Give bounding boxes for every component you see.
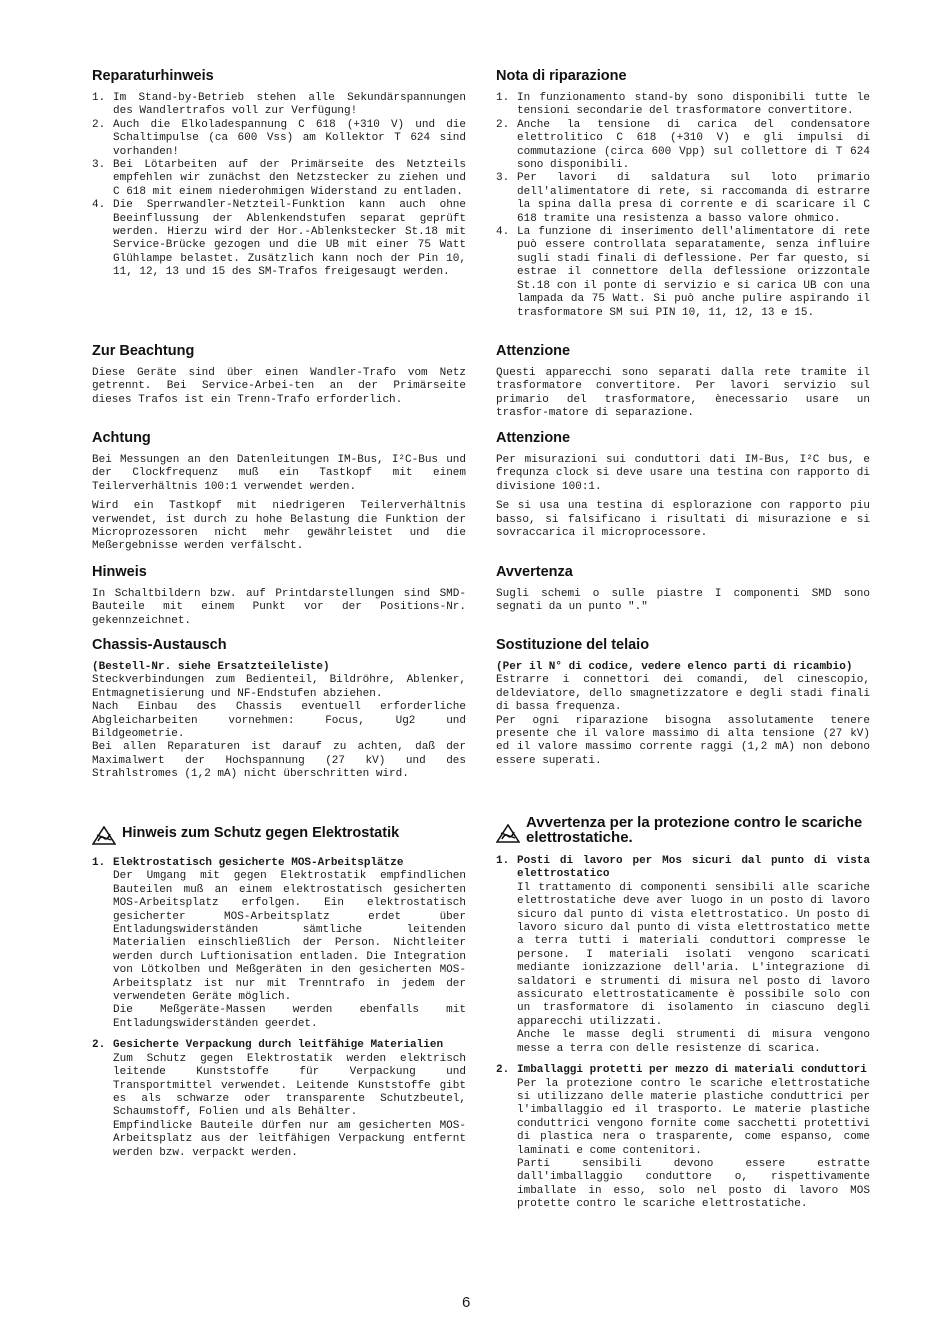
list-item: 2. Imballaggi protetti per mezzo di materiali conduttori Per la protezione contro le scariche elettrostatiche si utilizzano delle materie plastiche conduttrici per l'imballaggio ed il trasporto. Le materie plastiche conduttrici vengono fornite come sacchetti protettivi di plastica nera o trasparente, come espanso, come laminati e come contenitori. Parti sensibili devono essere estratte dall'imballaggio conduttore o, rispettivamente imballate in esso, solo nel posto di lavoro MOS protette contro le scariche elettrostatiche. (496, 1064, 870, 1211)
paragraph: Per ogni riparazione bisogna assolutamente tenere presente che il valore massimo di alta tensione (27 kV) ed il valore massimo corrente raggi (1,2 mA) non debono essere superati. (496, 714, 870, 767)
list-item: 1. In funzionamento stand-by sono disponibili tutte le tensioni secondarie del trasformatore convertitore. (496, 92, 870, 118)
list-item: 2. Anche la tensione di carica del condensatore elettrolitico C 618 (+310 V) e gli impulsi di commutazione (circa 600 Vpp) sul collettore di T 624 sono disponibili. (496, 118, 870, 172)
paragraph: Diese Geräte sind über einen Wandler-Trafo vom Netz getrennt. Bei Service-Arbei-ten an der Primärseite dieses Trafos ist ein Trenn-Trafo erforderlich. (92, 367, 466, 406)
esd-list (92, 857, 466, 1160)
chassis-section (92, 637, 466, 782)
attenzione-section (496, 343, 870, 427)
section-title: Chassis-Austausch (92, 637, 227, 653)
beachtung-section (92, 343, 466, 413)
list-item: 3. Bei Lötarbeiten auf der Primärseite des Netzteils empfehlen wir zunächst den Netzstecker zu ziehen und C 618 mit einem niederohmigen Widerstand zu entladen. (92, 159, 466, 198)
esd-section-de (92, 825, 466, 1168)
list-item: 2. Gesicherte Verpackung durch leitfähige Materialien Zum Schutz gegen Elektrostatik werden elektrisch leitende Kunststoffe für Verpackung und Transportmittel verwendet. Leitende Kunststoffe gibt es als schwarze oder transparente Schutzbeutel, Schaumstoff, Folien und als Behälter. Empfindlicke Bauteile dürfen nur am gesicherten MOS-Arbeitsplatz aus der leitfähigen Verpackung entfernt werden bzw. verpackt werden. (92, 1039, 466, 1159)
paragraph: Nach Einbau des Chassis eventuell erforderliche Abgleicharbeiten vornehmen: Focus, Ug2 und Bildgeometrie. (92, 701, 466, 741)
hinweis-section (92, 564, 466, 634)
telaio-section (496, 637, 870, 768)
paragraph: Bei allen Reparaturen ist darauf zu achten, daß der Maximalwert der Hochspannung (27 kV) und des Strahlstromes (1,2 mA) nicht überschritten wird. (92, 741, 466, 781)
section-title: Reparaturhinweis (92, 68, 214, 84)
section-title: Nota di riparazione (496, 68, 627, 84)
list-item: 2. Auch die Elkoladespannung C 618 (+310 V) und die Schaltimpulse (ca 600 Vss) am Kollektor T 624 sind vorhanden! (92, 118, 466, 158)
section-title: Hinweis zum Schutz gegen Elektrostatik (122, 825, 400, 841)
paragraph: Steckverbindungen zum Bedienteil, Bildröhre, Ablenker, Entmagnetisierung und NF-Endstufen abziehen. (92, 674, 466, 700)
section-title: Avvertenza per la protezione contro le scariche elettrostatiche. (526, 814, 863, 846)
repair-list (496, 92, 870, 320)
paragraph: Bei Messungen an den Datenleitungen IM-Bus, I²C-Bus und der Clockfrequenz muß ein Tastkopf mit einem Teilerverhältnis 100:1 verwendet werden. (92, 454, 466, 493)
section-title: Achtung (92, 430, 151, 446)
section-title: Attenzione (496, 343, 571, 359)
repair-note-it (496, 68, 870, 320)
esd-warning-icon (92, 826, 116, 845)
esd-list (496, 855, 870, 1212)
section-title: Attenzione (496, 430, 571, 446)
section-title: Avvertenza (496, 564, 573, 580)
section-title: Hinweis (92, 564, 147, 580)
esd-section-it (496, 815, 870, 1220)
list-item: 3. Per lavori di saldatura sul loto primario dell'alimentatore di rete, si raccomanda di estrarre la spina dalla presa di corrente e di scaricare il C 618 tramite una resistenza a basso valore ohmico. (496, 172, 870, 225)
section-title: Zur Beachtung (92, 343, 195, 359)
avvertenza-section (496, 564, 870, 621)
paragraph: In Schaltbildern bzw. auf Printdarstellungen sind SMD-Bauteile mit einem Punkt vor der Positions-Nr. gekennzeichnet. (92, 588, 466, 627)
attenzione-measure-section (496, 430, 870, 546)
list-item: 1. Im Stand-by-Betrieb stehen alle Sekundärspannungen des Wandlertrafos voll zur Verfügung! (92, 92, 466, 118)
list-item: 4. La funzione di inserimento dell'alimentatore di rete può essere controllata separatamente, senza influire sugli stadi finali di deflessione. Per far questo, si estrae il connettore della deflessione orizzontale St.18 con il ponte di servizio e si carica UB con una lampada da 75 Watt. Si può anche pulire aspirando il trasformatore SM sui PIN 10, 11, 12, 13 e 15. (496, 226, 870, 319)
repair-list (92, 92, 466, 280)
paragraph: Questi apparecchi sono separati dalla rete tramite il trasformatore convertitore. Per lavori servizio sul primario del trasformatore, ènecessario usare un trasfor-matore di separazione. (496, 367, 870, 420)
paragraph: Wird ein Tastkopf mit niedrigeren Teilerverhältnis verwendet, ist durch zu hohe Belastung die Funktion der Microprozessoren nicht mehr gewährleistet und die Meßergebnisse werden verfälscht. (92, 500, 466, 553)
repair-note-de (92, 68, 466, 280)
list-item: 1. Elektrostatisch gesicherte MOS-Arbeitsplätze Der Umgang mit gegen Elektrostatik empfindlichen Bauteilen muß an einem elektrostatisch gesicherten MOS-Arbeitsplatz erfolgen. Ein elektrostatisch gesicherter MOS-Arbeitsplatz erdet über Entladungswiderständen sämtliche leitenden Materialien einschließlich der Person. Nichtleiter werden durch Luftionisation entladen. Die Integration von Lötkolben und Meßgeräten in den gesicherten MOS-Arbeitsplatz ist nur mit Trenntrafo in jedem der verwendeten Geräte möglich. Die Meßgeräte-Massen werden ebenfalls mit Entladungswiderständen geerdet. (92, 857, 466, 1030)
list-item: 4. Die Sperrwandler-Netzteil-Funktion kann auch ohne Beeinflussung der Ablenkendstufen separat geprüft werden. Hierzu wird der Hor.-Ablenkstecker St.18 mit Service-Brücke gezogen und die UB mit einer 75 Watt Glühlampe belastet. Zusätzlich kann noch der Pin 10, 11, 12, 13 und 15 des SM-Trafos freigesaugt werden. (92, 199, 466, 279)
esd-warning-icon (496, 824, 520, 843)
paragraph: Per misurazioni sui conduttori dati IM-Bus, I²C bus, e frequnza clock si deve usare una testina con rapporto di divisione 100:1. (496, 454, 870, 493)
section-title: Sostituzione del telaio (496, 637, 650, 653)
paragraph: Estrarre i connettori dei comandi, del cinescopio, deldeviatore, dello smagnetizzatore e degli stadi finali di bassa frequenza. (496, 674, 870, 714)
achtung-section (92, 430, 466, 560)
page-number: 6 (462, 1294, 471, 1311)
paragraph: Se si usa una testina di esplorazione con rapporto piu basso, si falsificano i risultati di misurazione e si sovraccarica il microprocessore. (496, 500, 870, 540)
list-item: 1. Posti di lavoro per Mos sicuri dal punto di vista elettrostatico Il trattamento di componenti sensibili alle scariche elettrostatiche deve aver luogo in un posto di lavoro sicuro dal punto di vista elettrostatico. Un posto di lavoro sicuro dal punto di vista elettrostatico mette a terra tutti i materiali conduttori compresse le persone. I materiali isolati vengono scaricati mediante ionizzazione dell'aria. L'integrazione di saldatori e strumenti di misura nel posto di lavoro assicurato elettrostaticamente è possibile solo con un trasformatore di isolamento in ciascuno degli apparecchi utilizzati. Anche le masse degli strumenti di misura vengono messe a terra con delle resistenze di scarica. (496, 855, 870, 1055)
paragraph: Sugli schemi o sulle piastre I componenti SMD sono segnati da un punto "." (496, 588, 870, 614)
order-note: (Bestell-Nr. siehe Ersatzteileliste) (92, 661, 330, 673)
order-note: (Per il N° di codice, vedere elenco parti di ricambio) (496, 661, 853, 673)
